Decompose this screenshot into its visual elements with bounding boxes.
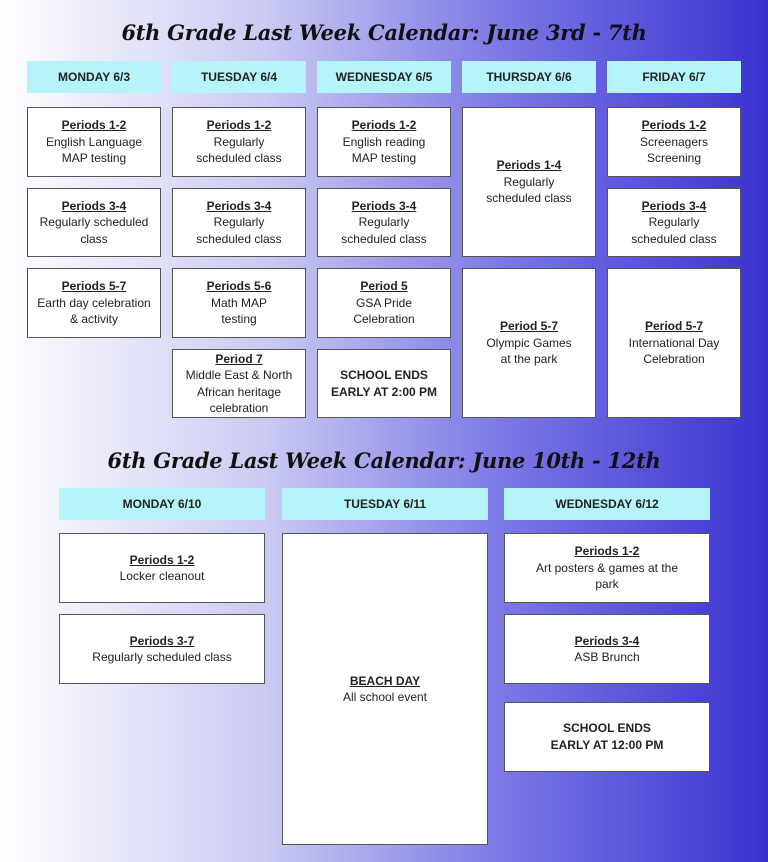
event-cell [317,107,451,177]
header-friday-6-7: FRIDAY 6/7 [607,61,741,93]
period-label: Period 5-7 [499,319,559,334]
event-description: Regularly scheduled class [486,174,572,206]
period-label: Periods 3-4 [641,198,707,213]
period-label: Periods 3-4 [61,198,127,213]
event-description: English Language MAP testing [45,134,143,166]
header-monday-6-10: MONDAY 6/10 [59,488,265,520]
event-description: Regularly scheduled class [196,215,282,246]
header-wednesday-6-12: WEDNESDAY 6/12 [504,488,710,520]
period-label: Period 5-7 [644,319,704,334]
event-description: Middle East & North African heritage celebration [185,368,293,415]
period-label: Periods 5-7 [61,279,127,294]
period-label: Periods 1-2 [206,118,272,133]
event-description: English reading MAP testing [342,134,426,166]
early-dismissal-notice [317,349,451,418]
event-cell [172,349,306,418]
period-label: Period 5 [360,279,408,294]
event-cell [27,188,161,257]
week1-title: 6th Grade Last Week Calendar: June 3rd - 7th [121,20,647,45]
event-description: Earth day celebration & activity [37,295,151,327]
event-cell [172,107,306,177]
early-dismissal-text: SCHOOL ENDS EARLY AT 2:00 PM [330,367,438,399]
event-cell [462,268,596,418]
event-cell [607,268,741,418]
period-label: Periods 1-2 [351,118,417,133]
event-cell [59,533,265,603]
event-description: International Day Celebration [628,335,720,367]
period-label: Periods 3-7 [129,633,195,648]
event-cell [607,107,741,177]
event-description: Regularly scheduled class [196,134,282,166]
event-description: All school event [342,690,428,704]
period-label: Periods 1-4 [496,158,562,173]
event-cell [504,614,710,684]
event-description: Locker cleanout [119,569,205,583]
header-monday-6-3: MONDAY 6/3 [27,61,161,93]
week2-title: 6th Grade Last Week Calendar: June 10th - 12th [107,448,661,473]
event-description: Regularly scheduled class [341,215,427,246]
period-label: Periods 1-2 [61,118,127,133]
event-cell [27,107,161,177]
period-label: Period 7 [215,351,263,366]
event-description: Olympic Games at the park [486,335,572,367]
event-description: Regularly scheduled class [631,215,717,246]
header-wednesday-6-5: WEDNESDAY 6/5 [317,61,451,93]
event-cell [317,188,451,257]
event-cell [317,268,451,338]
event-cell [59,614,265,684]
event-description: Regularly scheduled class [39,215,149,246]
early-dismissal-notice [504,702,710,772]
period-label: Periods 1-2 [574,544,640,559]
event-cell [607,188,741,257]
header-tuesday-6-11: TUESDAY 6/11 [282,488,488,520]
period-label: Periods 3-4 [574,633,640,648]
header-thursday-6-6: THURSDAY 6/6 [462,61,596,93]
header-tuesday-6-4: TUESDAY 6/4 [172,61,306,93]
period-label: Periods 1-2 [641,118,707,133]
period-label: Periods 1-2 [129,552,195,567]
event-cell [27,268,161,338]
period-label: Periods 3-4 [206,198,272,213]
period-label: Periods 3-4 [351,198,417,213]
event-title: BEACH DAY [349,673,421,688]
event-description: GSA Pride Celebration [353,295,415,327]
period-label: Periods 5-6 [206,279,272,294]
event-description: Math MAP testing [210,295,267,327]
beach-day-cell [282,533,488,845]
event-description: Screenagers Screening [639,134,709,166]
event-description: Regularly scheduled class [92,650,232,664]
event-cell [172,268,306,338]
event-description: ASB Brunch [574,650,640,664]
event-cell [504,533,710,603]
early-dismissal-text: SCHOOL ENDS EARLY AT 12:00 PM [550,721,664,752]
event-cell [462,107,596,257]
event-cell [172,188,306,257]
event-description: Art posters & games at the park [535,560,679,592]
